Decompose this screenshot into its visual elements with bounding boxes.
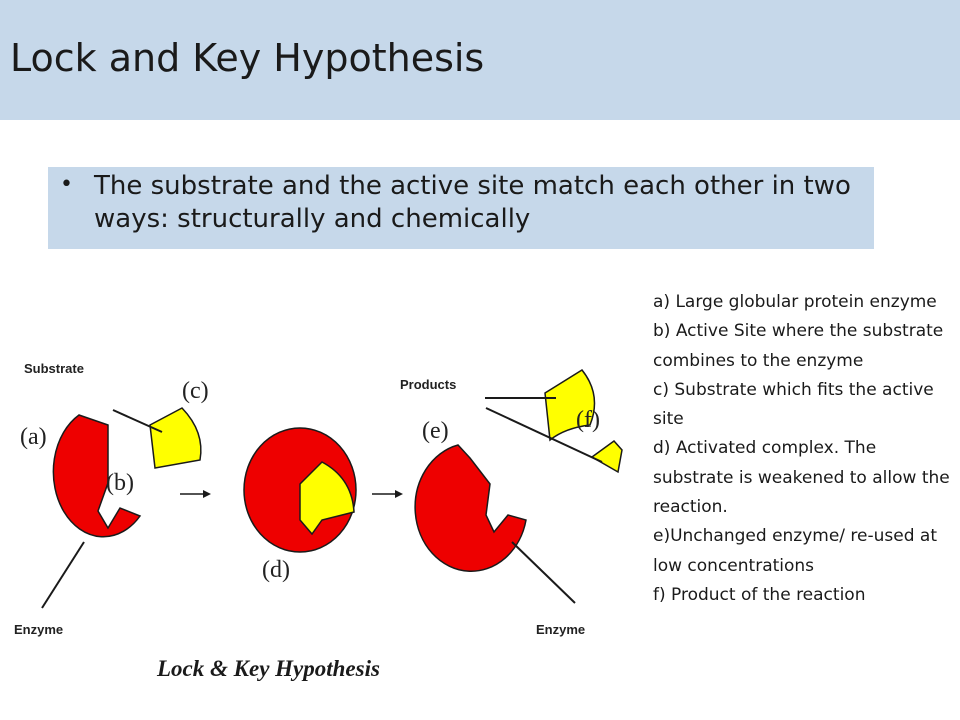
arrow-1-head — [203, 490, 211, 498]
legend-item-a: a) Large globular protein enzyme — [653, 292, 937, 312]
legend-item-f: f) Product of the reaction — [653, 584, 866, 605]
bullet-icon: • — [60, 172, 73, 197]
legend-item-c: c) Substrate which fits the active site — [653, 379, 934, 430]
label-enzyme-right: Enzyme — [536, 622, 586, 637]
label-c: (c) — [182, 378, 209, 404]
label-products: Products — [400, 377, 457, 392]
enzyme-left-pointer-line — [42, 542, 84, 608]
substrate-pointer-line — [113, 410, 162, 432]
enzyme-right-pointer-line — [512, 542, 575, 603]
substrate-c-shape — [150, 408, 201, 468]
label-a: (a) — [20, 424, 47, 450]
product-2-shape — [592, 441, 622, 472]
lock-and-key-diagram — [0, 300, 640, 700]
bullet-text: The substrate and the active site match each other in two ways: structurally and chemically — [94, 171, 851, 234]
legend-item-e: e)Unchanged enzyme/ re-used at low concentrations — [653, 526, 938, 576]
label-b: (b) — [106, 470, 134, 496]
label-d: (d) — [262, 557, 290, 583]
legend-item-b: b) Active Site where the substrate combines to the enzyme — [653, 321, 944, 371]
label-e: (e) — [422, 418, 449, 444]
legend-item-d: d) Activated complex. The substrate is weakened to allow the reaction. — [653, 438, 950, 518]
enzyme-e-shape — [415, 445, 526, 571]
arrow-2-head — [395, 490, 403, 498]
slide-title: Lock and Key Hypothesis — [10, 36, 485, 80]
diagram-caption: Lock & Key Hypothesis — [157, 656, 380, 681]
legend-list — [653, 288, 953, 610]
label-enzyme-left: Enzyme — [14, 622, 64, 637]
label-substrate: Substrate — [24, 361, 84, 376]
label-f: (f) — [576, 407, 600, 433]
